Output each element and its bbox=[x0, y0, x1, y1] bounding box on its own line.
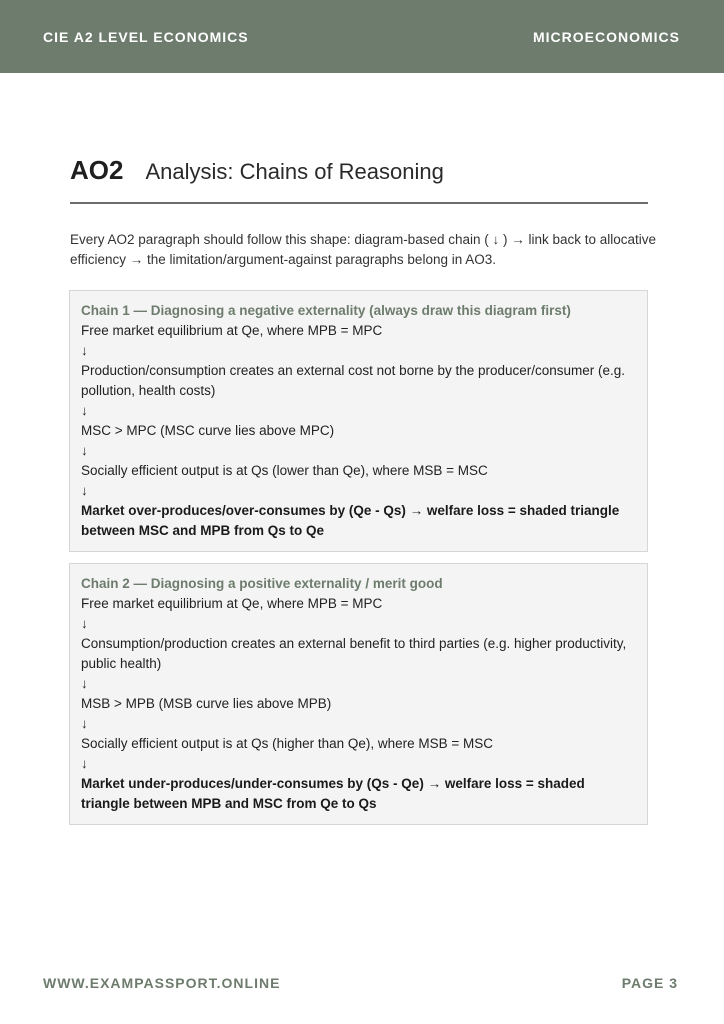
section-title: Analysis: Chains of Reasoning bbox=[145, 159, 444, 184]
down-arrow-icon: ↓ bbox=[81, 483, 88, 498]
intro-paragraph: Every AO2 paragraph should follow this shape: diagram-based chain ( ↓ ) → link back to allocative efficiency → the limitation/argument-against paragraphs belong in AO3. bbox=[70, 232, 657, 267]
chain-step: Socially efficient output is at Qs (higher than Qe), where MSB = MSC bbox=[81, 736, 494, 751]
chain-box-2 bbox=[69, 563, 648, 825]
down-arrow-icon: ↓ bbox=[81, 403, 88, 418]
chain-step: Socially efficient output is at Qs (lower than Qe), where MSB = MSC bbox=[81, 463, 488, 478]
page-header bbox=[0, 0, 724, 73]
down-arrow-icon: ↓ bbox=[81, 343, 88, 358]
chain-title: Chain 2 — Diagnosing a positive externality / merit good bbox=[81, 576, 443, 591]
down-arrow-icon: ↓ bbox=[81, 616, 88, 631]
header-topic: MICROECONOMICS bbox=[533, 28, 680, 45]
chain-conclusion: Market under-produces/under-consumes by (Qs - Qe) → welfare loss = shaded triangle between MPB and MSC from Qe to Qs bbox=[81, 776, 585, 811]
down-arrow-icon: ↓ bbox=[81, 443, 88, 458]
down-arrow-icon: ↓ bbox=[81, 716, 88, 731]
chain-conclusion: Market over-produces/over-consumes by (Qe - Qs) → welfare loss = shaded triangle between MSC and MPB from Qs to Qe bbox=[81, 503, 620, 538]
section-heading bbox=[70, 155, 648, 204]
down-arrow-icon: ↓ bbox=[81, 676, 88, 691]
footer-website: WWW.EXAMPASSPORT.ONLINE bbox=[43, 975, 281, 991]
chain-title: Chain 1 — Diagnosing a negative externality (always draw this diagram first) bbox=[81, 303, 571, 318]
chain-box-1 bbox=[69, 290, 648, 552]
page-number: PAGE 3 bbox=[621, 975, 678, 991]
chain-step: Free market equilibrium at Qe, where MPB = MPC bbox=[81, 596, 383, 611]
chain-step: MSB > MPB (MSB curve lies above MPB) bbox=[81, 696, 332, 711]
header-course-title: CIE A2 LEVEL ECONOMICS bbox=[43, 28, 249, 45]
chain-step: Free market equilibrium at Qe, where MPB = MPC bbox=[81, 323, 383, 338]
down-arrow-icon: ↓ bbox=[81, 756, 88, 771]
chain-step: MSC > MPC (MSC curve lies above MPC) bbox=[81, 423, 335, 438]
section-code: AO2 bbox=[70, 155, 124, 185]
chain-step: Consumption/production creates an external benefit to third parties (e.g. higher productivity, public health) bbox=[81, 636, 627, 671]
page-footer bbox=[43, 975, 678, 991]
chain-step: Production/consumption creates an external cost not borne by the producer/consumer (e.g. pollution, health costs) bbox=[81, 363, 626, 398]
